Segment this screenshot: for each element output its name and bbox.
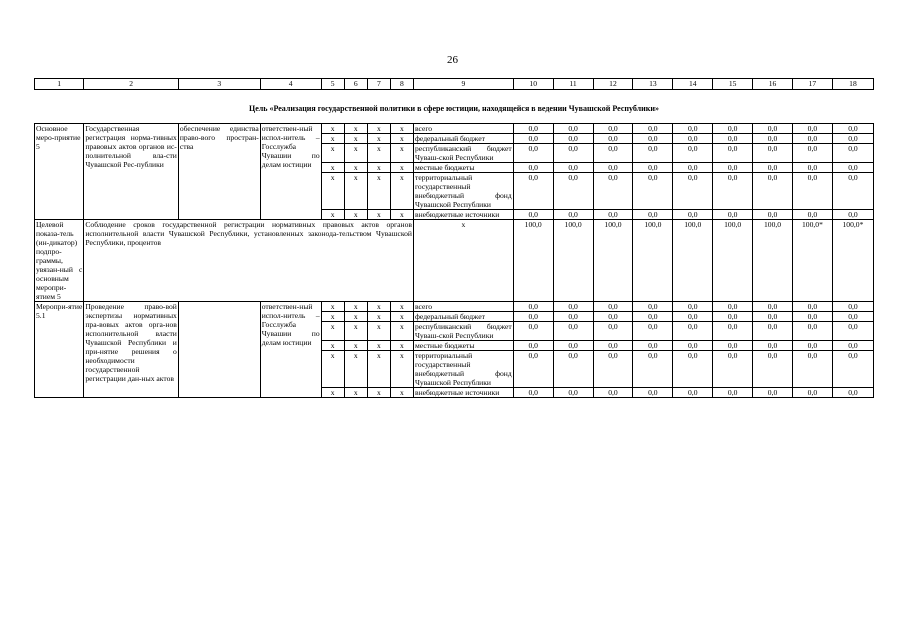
funding-value: 0,0 (553, 124, 593, 134)
column-number: 1 (35, 79, 84, 90)
funding-value: 0,0 (553, 351, 593, 388)
responsible-executor: ответствен-ный испол-нитель – Госслужба Чувашии по делам юстиции (260, 124, 321, 220)
funding-value: 0,0 (832, 210, 873, 220)
funding-value: 0,0 (832, 341, 873, 351)
budget-code: x (321, 124, 344, 134)
responsible-executor: ответствен-ный испол-нитель – Госслужба Чувашии по делам юстиции (260, 302, 321, 398)
funding-value: 0,0 (673, 302, 713, 312)
column-number: 2 (84, 79, 179, 90)
funding-value: 0,0 (513, 312, 553, 322)
budget-code: x (344, 351, 367, 388)
budget-code: x (367, 144, 390, 163)
budget-code: x (367, 302, 390, 312)
funding-value: 0,0 (753, 388, 793, 398)
indicator-row (35, 220, 874, 302)
funding-value: 0,0 (832, 134, 873, 144)
funding-value: 0,0 (673, 163, 713, 173)
budget-code: x (367, 312, 390, 322)
column-number: 15 (713, 79, 753, 90)
activity-goal (178, 302, 260, 398)
budget-code: x (344, 124, 367, 134)
funding-source: федеральный бюджет (414, 312, 514, 322)
funding-value: 0,0 (553, 388, 593, 398)
column-number: 3 (178, 79, 260, 90)
budget-code: x (367, 341, 390, 351)
budget-code: x (390, 322, 413, 341)
funding-value: 0,0 (832, 173, 873, 210)
funding-value: 0,0 (792, 173, 832, 210)
funding-value: 0,0 (633, 388, 673, 398)
goal-title: Цель «Реализация государственной политики в сфере юстиции, находящейся в ведении Чувашской Республики» (35, 90, 874, 124)
funding-source: внебюджетные источники (414, 210, 514, 220)
column-number: 7 (367, 79, 390, 90)
funding-value: 0,0 (593, 302, 633, 312)
column-number: 12 (593, 79, 633, 90)
funding-value: 0,0 (553, 322, 593, 341)
funding-value: 0,0 (753, 210, 793, 220)
funding-value: 0,0 (792, 134, 832, 144)
indicator-name: Целевой показа-тель (ин-дикатор) подпро-граммы, увязан-ный с основным меропри-ятием 5 (36, 220, 83, 301)
funding-value: 0,0 (673, 124, 713, 134)
funding-value: 0,0 (673, 351, 713, 388)
funding-value: 0,0 (713, 163, 753, 173)
funding-value: 0,0 (832, 388, 873, 398)
funding-value: 0,0 (713, 173, 753, 210)
activity-goal: обеспечение единства право-вого простран-ства (178, 124, 260, 220)
funding-value: 0,0 (713, 312, 753, 322)
funding-value: 0,0 (792, 163, 832, 173)
budget-code: x (344, 134, 367, 144)
budget-code: x (321, 134, 344, 144)
activity-title: Государственная регистрация норма-тивных правовых актов органов ис-полнительной вла-сти Чувашской Рес-публики (84, 124, 179, 220)
funding-source: всего (414, 302, 514, 312)
indicator-value: 100,0 (593, 220, 633, 302)
funding-value: 0,0 (633, 322, 673, 341)
budget-code: x (344, 312, 367, 322)
budget-code: x (321, 210, 344, 220)
funding-value: 0,0 (713, 210, 753, 220)
budget-code: x (321, 312, 344, 322)
funding-value: 0,0 (593, 210, 633, 220)
funding-value: 0,0 (633, 124, 673, 134)
funding-value: 0,0 (673, 388, 713, 398)
funding-value: 0,0 (792, 124, 832, 134)
funding-value: 0,0 (753, 322, 793, 341)
budget-code: x (367, 388, 390, 398)
funding-value: 0,0 (553, 144, 593, 163)
column-number: 9 (414, 79, 514, 90)
funding-value: 0,0 (832, 322, 873, 341)
funding-value: 0,0 (792, 341, 832, 351)
funding-value: 0,0 (753, 134, 793, 144)
budget-code: x (344, 173, 367, 210)
budget-code: x (390, 144, 413, 163)
column-number-row (35, 79, 874, 90)
funding-value: 0,0 (832, 351, 873, 388)
budget-code: x (367, 163, 390, 173)
budget-code: x (390, 341, 413, 351)
funding-value: 0,0 (832, 124, 873, 134)
budget-code: x (344, 163, 367, 173)
funding-value: 0,0 (673, 210, 713, 220)
funding-source: всего (414, 124, 514, 134)
budget-code: x (367, 124, 390, 134)
funding-value: 0,0 (513, 134, 553, 144)
funding-value: 0,0 (753, 124, 793, 134)
funding-value: 0,0 (513, 144, 553, 163)
funding-value: 0,0 (553, 302, 593, 312)
page-number: 26 (447, 54, 458, 66)
indicator-value: 100,0 (513, 220, 553, 302)
funding-value: 0,0 (633, 302, 673, 312)
budget-code: x (344, 322, 367, 341)
funding-value: 0,0 (713, 322, 753, 341)
indicator-text: Соблюдение сроков государственной регистрации нормативных правовых актов органов исполнительной власти Чувашской Республики, установленных законода-тельством Чувашской Республики, процентов (84, 220, 414, 302)
funding-value: 0,0 (753, 163, 793, 173)
budget-code: x (344, 388, 367, 398)
funding-value: 0,0 (593, 134, 633, 144)
funding-value: 0,0 (673, 341, 713, 351)
budget-code: x (367, 351, 390, 388)
funding-value: 0,0 (673, 312, 713, 322)
funding-value: 0,0 (513, 124, 553, 134)
funding-value: 0,0 (713, 124, 753, 134)
funding-source: территориальный государственный внебюджетный фонд Чувашской Республики (415, 173, 512, 209)
funding-value: 0,0 (593, 144, 633, 163)
budget-code: x (321, 388, 344, 398)
funding-value: 0,0 (513, 322, 553, 341)
budget-code: x (367, 134, 390, 144)
funding-value: 0,0 (753, 173, 793, 210)
funding-source: республиканский бюджет Чуваш-ской Республики (415, 144, 512, 162)
funding-value: 0,0 (713, 351, 753, 388)
budget-code: x (390, 302, 413, 312)
indicator-value: 100,0 (753, 220, 793, 302)
column-number: 11 (553, 79, 593, 90)
column-number: 5 (321, 79, 344, 90)
budget-code: x (367, 210, 390, 220)
budget-code: x (344, 144, 367, 163)
column-number: 4 (260, 79, 321, 90)
budget-code: x (321, 302, 344, 312)
funding-value: 0,0 (792, 312, 832, 322)
funding-value: 0,0 (753, 312, 793, 322)
funding-value: 0,0 (593, 341, 633, 351)
budget-code: x (321, 163, 344, 173)
column-number: 16 (753, 79, 793, 90)
column-number: 13 (633, 79, 673, 90)
funding-value: 0,0 (633, 163, 673, 173)
indicator-source: x (414, 220, 514, 302)
funding-value: 0,0 (513, 302, 553, 312)
funding-value: 0,0 (673, 322, 713, 341)
funding-value: 0,0 (593, 388, 633, 398)
budget-code: x (390, 173, 413, 210)
budget-code: x (344, 210, 367, 220)
funding-value: 0,0 (633, 312, 673, 322)
column-number: 18 (832, 79, 873, 90)
indicator-value: 100,0 (553, 220, 593, 302)
indicator-value: 100,0 (673, 220, 713, 302)
funding-value: 0,0 (553, 173, 593, 210)
funding-value: 0,0 (513, 163, 553, 173)
funding-value: 0,0 (513, 173, 553, 210)
funding-value: 0,0 (633, 134, 673, 144)
activity-name: Основное меро-приятие 5 (35, 124, 84, 220)
funding-value: 0,0 (633, 351, 673, 388)
budget-code: x (321, 341, 344, 351)
funding-value: 0,0 (553, 163, 593, 173)
funding-value: 0,0 (593, 322, 633, 341)
activity-name: Меропри-ятие 5.1 (35, 302, 84, 398)
indicator-value: 100,0* (792, 220, 832, 302)
funding-value: 0,0 (593, 173, 633, 210)
funding-value: 0,0 (673, 173, 713, 210)
funding-value: 0,0 (513, 388, 553, 398)
indicator-value: 100,0 (633, 220, 673, 302)
funding-value: 0,0 (832, 312, 873, 322)
funding-value: 0,0 (633, 173, 673, 210)
funding-value: 0,0 (553, 134, 593, 144)
indicator-value: 100,0 (713, 220, 753, 302)
funding-value: 0,0 (633, 341, 673, 351)
funding-value: 0,0 (593, 351, 633, 388)
funding-source: территориальный государственный внебюджетный фонд Чувашской Республики (415, 351, 512, 387)
goal-row (35, 90, 874, 124)
funding-value: 0,0 (673, 134, 713, 144)
funding-source: внебюджетные источники (414, 388, 514, 398)
funding-value: 0,0 (633, 210, 673, 220)
budget-code: x (344, 341, 367, 351)
column-number: 17 (792, 79, 832, 90)
funding-value: 0,0 (713, 341, 753, 351)
funding-value: 0,0 (832, 302, 873, 312)
column-number: 8 (390, 79, 413, 90)
funding-value: 0,0 (713, 134, 753, 144)
funding-row (35, 124, 874, 134)
budget-code: x (321, 144, 344, 163)
funding-value: 0,0 (593, 312, 633, 322)
budget-code: x (390, 312, 413, 322)
budget-code: x (390, 163, 413, 173)
funding-value: 0,0 (792, 388, 832, 398)
funding-value: 0,0 (553, 312, 593, 322)
indicator-value: 100,0* (832, 220, 873, 302)
budget-code: x (321, 322, 344, 341)
program-table (34, 78, 874, 398)
funding-value: 0,0 (513, 351, 553, 388)
budget-code: x (390, 210, 413, 220)
column-number: 6 (344, 79, 367, 90)
funding-source: местные бюджеты (414, 163, 514, 173)
budget-code: x (344, 302, 367, 312)
funding-value: 0,0 (792, 302, 832, 312)
funding-value: 0,0 (792, 210, 832, 220)
funding-value: 0,0 (673, 144, 713, 163)
funding-value: 0,0 (553, 341, 593, 351)
budget-code: x (390, 351, 413, 388)
funding-value: 0,0 (553, 210, 593, 220)
budget-code: x (321, 173, 344, 210)
funding-source: республиканский бюджет Чуваш-ской Республики (415, 322, 512, 340)
column-number: 10 (513, 79, 553, 90)
funding-row (35, 302, 874, 312)
budget-code: x (390, 124, 413, 134)
budget-code: x (321, 351, 344, 388)
funding-value: 0,0 (593, 124, 633, 134)
funding-value: 0,0 (832, 163, 873, 173)
funding-value: 0,0 (713, 302, 753, 312)
budget-code: x (390, 134, 413, 144)
funding-source: местные бюджеты (414, 341, 514, 351)
funding-value: 0,0 (753, 341, 793, 351)
funding-value: 0,0 (792, 144, 832, 163)
funding-value: 0,0 (713, 388, 753, 398)
budget-code: x (367, 322, 390, 341)
funding-value: 0,0 (753, 351, 793, 388)
funding-value: 0,0 (513, 341, 553, 351)
funding-value: 0,0 (753, 144, 793, 163)
funding-value: 0,0 (513, 210, 553, 220)
funding-value: 0,0 (792, 322, 832, 341)
column-number: 14 (673, 79, 713, 90)
funding-value: 0,0 (633, 144, 673, 163)
activity-title: Проведение право-вой экспертизы нормативных пра-вовых актов орга-нов исполнительной власти Чувашской Республики и при-нятие решения о необходимости государственной регистрации дан-ных актов (84, 302, 179, 398)
budget-code: x (390, 388, 413, 398)
funding-value: 0,0 (753, 302, 793, 312)
funding-value: 0,0 (593, 163, 633, 173)
funding-value: 0,0 (832, 144, 873, 163)
budget-code: x (367, 173, 390, 210)
funding-value: 0,0 (792, 351, 832, 388)
funding-value: 0,0 (713, 144, 753, 163)
funding-source: федеральный бюджет (414, 134, 514, 144)
